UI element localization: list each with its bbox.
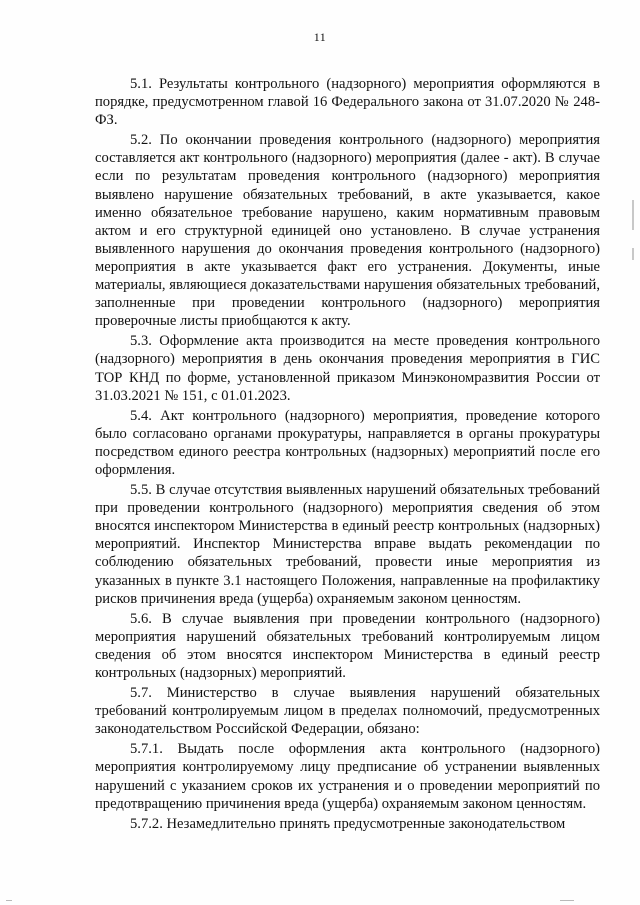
paragraph-5-7-1: 5.7.1. Выдать после оформления акта контрольного (надзорного) мероприятия контролируемому лицу предписание об устранении выявленных нарушений с указанием сроков их устранения и о проведении мероприятий по предотвращению причинения вреда (ущерба) охраняемым законом ценностям. (95, 741, 600, 812)
scan-bottom-artifact (560, 900, 574, 901)
paragraph-5-4: 5.4. Акт контрольного (надзорного) мероприятия, проведение которого было согласовано органами прокуратуры, направляется в органы прокуратуры посредством единого реестра контрольных (надзорных) мероприятий после его оформления. (95, 407, 600, 478)
paragraph-5-3: 5.3. Оформление акта производится на месте проведения контрольного (надзорного) мероприятия в день окончания проведения мероприятия в ГИС ТОР КНД по форме, установленной приказом Минэкономразвития России от 31.03.2021 № 151, с 01.01.2023. (95, 333, 600, 404)
paragraph-5-1: 5.1. Результаты контрольного (надзорного) мероприятия оформляются в порядке, предусмотренном главой 16 Федерального закона от 31.07.2020 № 248-ФЗ. (95, 76, 600, 129)
paragraph-5-7: 5.7. Министерство в случае выявления нарушений обязательных требований контролируемым лицом в пределах полномочий, предусмотренных законодательством Российской Федерации, обязано: (95, 685, 600, 738)
scan-edge-mark (632, 248, 634, 260)
scan-edge-mark (632, 200, 634, 230)
scan-bottom-artifact (6, 900, 12, 901)
paragraph-5-5: 5.5. В случае отсутствия выявленных нарушений обязательных требований при проведении контрольного (надзорного) мероприятия сведения об этом вносятся инспектором Министерства в единый реестр контрольных (надзорных) мероприятий. Инспектор Министерства вправе выдать рекомендации по соблюдению обязательных требований, провести иные мероприятия из указанных в пункте 3.1 настоящего Положения, направленные на профилактику рисков причинения вреда (ущерба) охраняемым законом ценностям. (95, 482, 600, 607)
paragraph-5-2: 5.2. По окончании проведения контрольного (надзорного) мероприятия составляется акт контрольного (надзорного) мероприятия (далее - акт). В случае если по результатам проведения контрольного (надзорного) мероприятия выявлено нарушение обязательных требований, в акте указывается, какое именно обязательное требование нарушено, каким нормативным правовым актом и его структурной единицей оно установлено. В случае устранения выявленного нарушения до окончания проведения контрольного (надзорного) мероприятия в акте указывается факт его устранения. Документы, иные материалы, являющиеся доказательствами нарушения обязательных требований, заполненные при проведении контрольного (надзорного) мероприятия проверочные листы приобщаются к акту. (95, 132, 600, 330)
page-number: 11 (313, 30, 327, 44)
document-body (95, 75, 600, 835)
paragraph-5-6: 5.6. В случае выявления при проведении контрольного (надзорного) мероприятия нарушений обязательных требований контролируемым лицом сведения об этом вносятся инспектором Министерства в единый реестр контрольных (надзорных) мероприятий. (95, 610, 600, 681)
paragraph-5-7-2: 5.7.2. Незамедлительно принять предусмотренные законодательством (130, 815, 566, 832)
